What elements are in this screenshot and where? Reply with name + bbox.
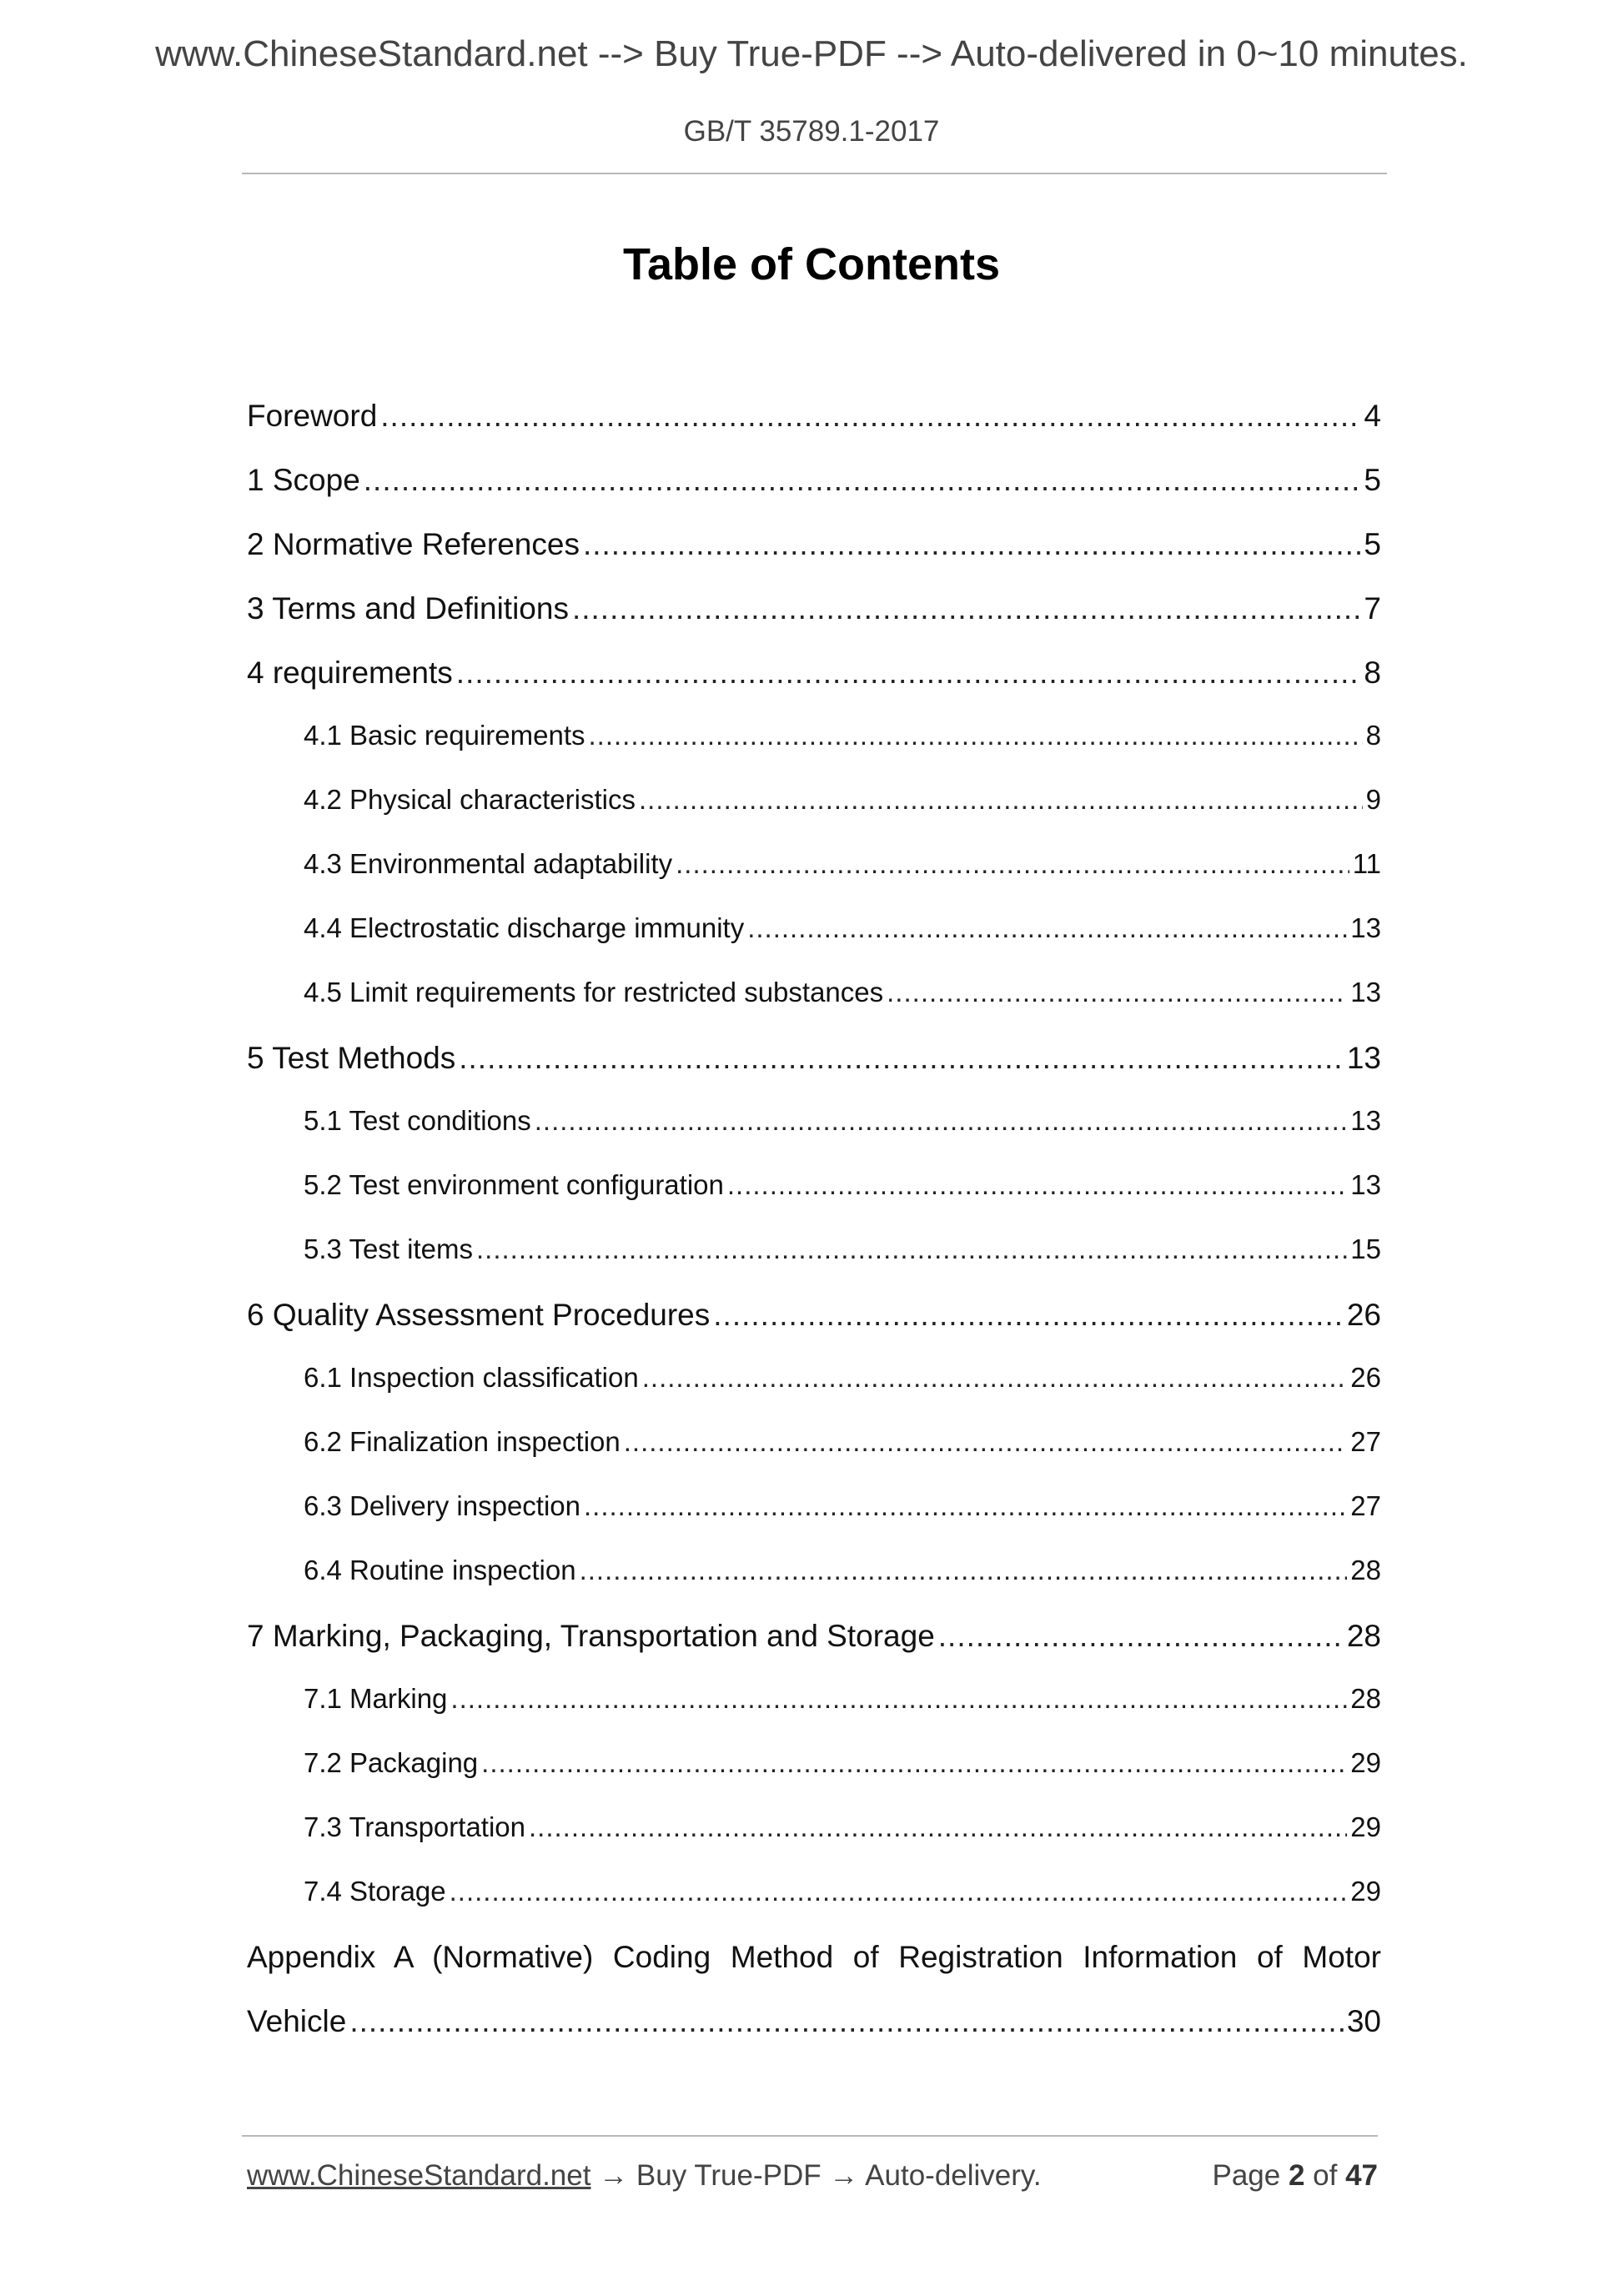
toc-entry-page: 29 <box>1350 1811 1381 1842</box>
toc-entry[interactable] <box>247 784 1381 848</box>
dot-leader <box>938 1619 1344 1654</box>
toc-entry[interactable] <box>247 1426 1381 1490</box>
page-current: 2 <box>1288 2159 1305 2192</box>
toc-entry-page: 8 <box>1364 656 1381 690</box>
dot-leader <box>529 1811 1347 1843</box>
toc-entry-label: 7.2 Packaging <box>304 1747 479 1778</box>
footer-divider <box>242 2135 1378 2137</box>
dot-leader <box>887 977 1347 1008</box>
toc-entry-page: 9 <box>1365 784 1381 815</box>
standard-code: GB/T 35789.1-2017 <box>683 115 940 148</box>
toc-entry[interactable] <box>247 1619 1381 1683</box>
toc-entry-label: 5 Test Methods <box>247 1041 456 1075</box>
toc-entry-page: 13 <box>1350 1169 1381 1200</box>
toc-entry-label: 6.4 Routine inspection <box>304 1555 576 1585</box>
dot-leader <box>624 1426 1348 1458</box>
page-prefix: Page <box>1212 2159 1289 2192</box>
toc-entry[interactable] <box>247 1105 1381 1169</box>
dot-leader <box>459 1041 1344 1076</box>
toc-entry-page: 7 <box>1364 591 1381 625</box>
footer-tagline: → Buy True-PDF → Auto-delivery. <box>590 2159 1042 2192</box>
toc-entry[interactable] <box>247 720 1381 784</box>
dot-leader <box>535 1105 1348 1137</box>
page-number <box>1212 2159 1378 2193</box>
toc-entry-label: 3 Terms and Definitions <box>247 591 569 625</box>
toc-entry[interactable] <box>247 1747 1381 1811</box>
dot-leader <box>364 463 1361 498</box>
footer-left <box>247 2159 1042 2193</box>
toc-entry[interactable] <box>247 1555 1381 1619</box>
toc-entry-page: 27 <box>1350 1490 1381 1521</box>
dot-leader <box>589 720 1363 751</box>
top-banner: www.ChineseStandard.net --> Buy True-PDF --> Auto-delivered in 0~10 minutes. <box>155 33 1468 74</box>
toc-entry[interactable] <box>247 656 1381 720</box>
toc-entry-page: 5 <box>1364 463 1381 497</box>
toc-entry-label: Vehicle <box>247 2004 347 2038</box>
page-title: Table of Contents <box>623 239 1000 289</box>
toc-entry-label: 7 Marking, Packaging, Transportation and Storage <box>247 1619 935 1653</box>
dot-leader <box>642 1362 1348 1394</box>
toc-entry[interactable] <box>247 912 1381 977</box>
toc-entry-page: 28 <box>1346 1619 1381 1653</box>
toc-entry[interactable] <box>247 591 1381 656</box>
toc-entry-label: 4.4 Electrostatic discharge immunity <box>304 912 745 943</box>
dot-leader <box>583 527 1360 562</box>
toc-entry[interactable] <box>247 1362 1381 1426</box>
toc-entry-label: 4.3 Environmental adaptability <box>304 848 673 879</box>
dot-leader <box>676 848 1349 880</box>
toc-entry-page: 8 <box>1365 720 1381 751</box>
toc-entry-page: 15 <box>1350 1233 1381 1264</box>
toc-entry-page: 28 <box>1350 1683 1381 1714</box>
toc-entry-line2 <box>247 2004 1381 2068</box>
dot-leader <box>380 399 1360 434</box>
toc-entry-label: Foreword <box>247 399 378 433</box>
table-of-contents <box>247 399 1381 2068</box>
toc-entry-page: 29 <box>1350 1747 1381 1778</box>
toc-entry[interactable] <box>247 977 1381 1041</box>
toc-entry[interactable] <box>247 399 1381 463</box>
dot-leader <box>747 912 1347 944</box>
dot-leader <box>639 784 1363 816</box>
dot-leader <box>580 1555 1348 1586</box>
toc-entry[interactable] <box>247 1298 1381 1362</box>
toc-entry-label: 5.1 Test conditions <box>304 1105 531 1136</box>
toc-entry-label: 4.2 Physical characteristics <box>304 784 636 815</box>
toc-entry[interactable] <box>247 1041 1381 1105</box>
page-of: of <box>1304 2159 1346 2192</box>
toc-entry-label: 6 Quality Assessment Procedures <box>247 1298 711 1332</box>
dot-leader <box>727 1169 1347 1201</box>
toc-entry-label: 1 Scope <box>247 463 360 497</box>
toc-entry-page: 4 <box>1364 399 1381 433</box>
toc-entry[interactable] <box>247 848 1381 912</box>
toc-entry-appendix-a[interactable] <box>247 1940 1381 2068</box>
dot-leader <box>450 1876 1348 1907</box>
toc-entry-page: 26 <box>1346 1298 1381 1332</box>
dot-leader <box>450 1683 1347 1715</box>
toc-entry-label: 6.1 Inspection classification <box>304 1362 639 1393</box>
toc-entry-label: 7.1 Marking <box>304 1683 448 1714</box>
toc-entry[interactable] <box>247 1876 1381 1940</box>
toc-entry-label: 5.3 Test items <box>304 1233 473 1264</box>
toc-entry-page: 13 <box>1346 1041 1381 1075</box>
toc-entry-page: 11 <box>1352 848 1381 879</box>
dot-leader <box>584 1490 1347 1522</box>
toc-entry-label: 7.4 Storage <box>304 1876 446 1907</box>
toc-entry[interactable] <box>247 1811 1381 1876</box>
dot-leader <box>713 1298 1344 1333</box>
toc-entry-page: 5 <box>1364 527 1381 561</box>
toc-entry[interactable] <box>247 1169 1381 1233</box>
toc-entry-label: 4.1 Basic requirements <box>304 720 585 751</box>
toc-entry-label: 2 Normative References <box>247 527 580 561</box>
page-total: 47 <box>1345 2159 1378 2192</box>
toc-entry-page: 26 <box>1350 1362 1381 1393</box>
toc-entry[interactable] <box>247 527 1381 591</box>
toc-entry-page: 28 <box>1350 1555 1381 1585</box>
toc-entry[interactable] <box>247 1683 1381 1747</box>
toc-entry-label: 7.3 Transportation <box>304 1811 525 1842</box>
toc-entry-label: Appendix A (Normative) Coding Method of Registration Information of Motor <box>247 1940 1381 1974</box>
dot-leader <box>476 1233 1347 1265</box>
footer-website-link[interactable]: www.ChineseStandard.net <box>247 2159 591 2192</box>
toc-entry[interactable] <box>247 1233 1381 1298</box>
toc-entry[interactable] <box>247 1490 1381 1555</box>
toc-entry-label: 4 requirements <box>247 656 453 690</box>
toc-entry-label: 6.2 Finalization inspection <box>304 1426 621 1457</box>
toc-entry-page: 13 <box>1350 912 1381 943</box>
header-divider <box>242 173 1387 174</box>
toc-entry-label: 5.2 Test environment configuration <box>304 1169 724 1200</box>
dot-leader <box>481 1747 1347 1779</box>
toc-entry-page: 30 <box>1346 2004 1381 2038</box>
toc-entry-page: 27 <box>1350 1426 1381 1457</box>
toc-entry-label: 6.3 Delivery inspection <box>304 1490 580 1521</box>
toc-entry[interactable] <box>247 463 1381 527</box>
dot-leader <box>572 591 1360 626</box>
toc-entry-page: 13 <box>1350 1105 1381 1136</box>
toc-entry-page: 13 <box>1350 977 1381 1007</box>
toc-entry-page: 29 <box>1350 1876 1381 1907</box>
dot-leader <box>349 2004 1344 2039</box>
toc-entry-label: 4.5 Limit requirements for restricted substances <box>304 977 884 1007</box>
dot-leader <box>456 656 1361 691</box>
